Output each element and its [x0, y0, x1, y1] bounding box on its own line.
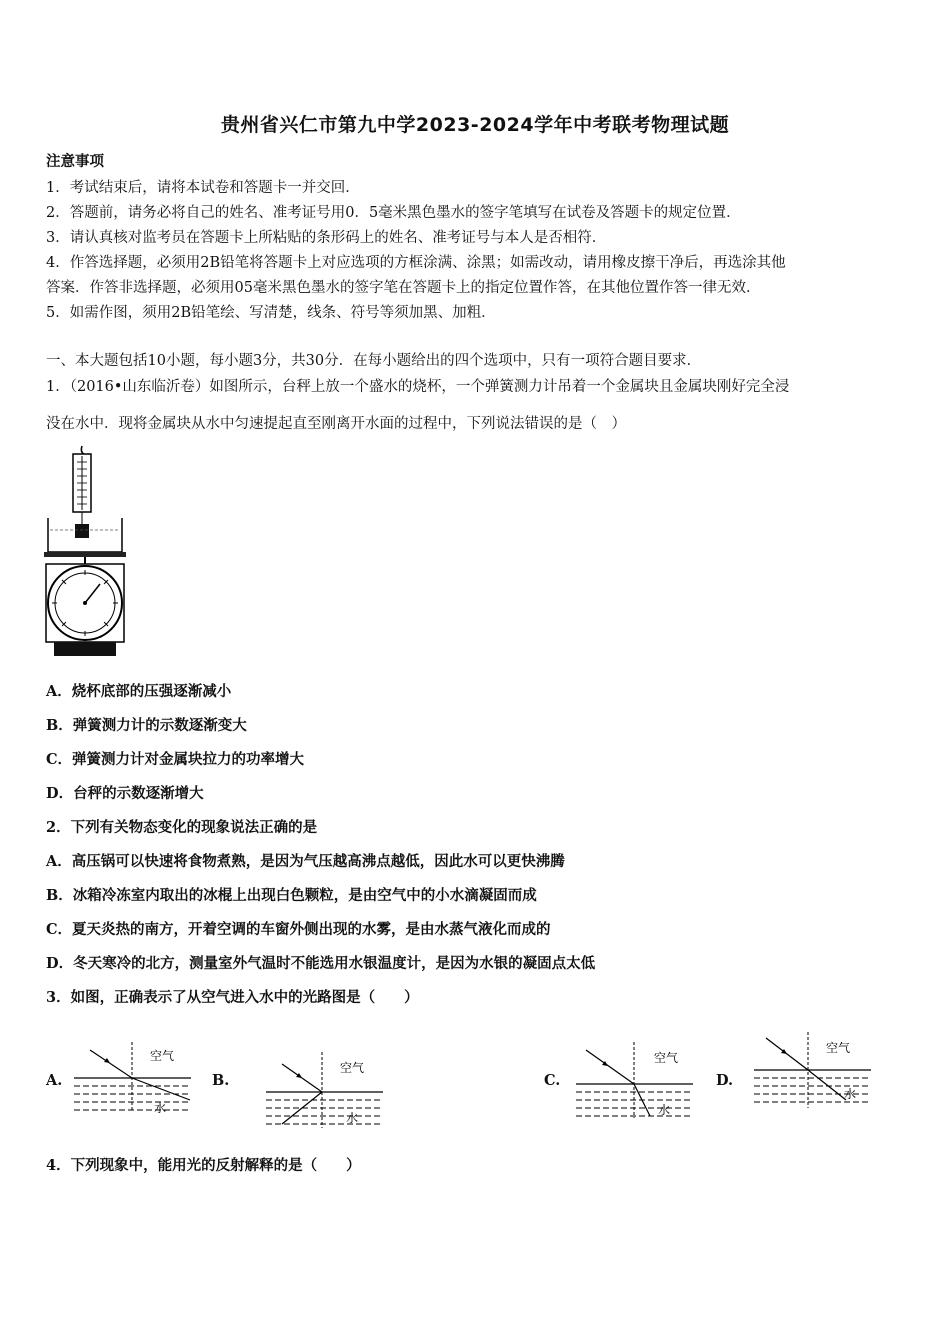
- notice-item: 5．如需作图，须用2B铅笔绘、写清楚，线条、符号等须加黑、加粗．: [46, 305, 496, 321]
- q3-label-d: D.: [716, 1072, 734, 1089]
- notice-item: 答案．作答非选择题，必须用05毫米黑色墨水的签字笔在答题卡上的指定位置作答，在其他位置作答一律无效．: [46, 280, 761, 296]
- q3-diagram-b: [262, 1050, 387, 1130]
- q3-air-label: 空气: [340, 1061, 365, 1075]
- q3-diagram-c: [572, 1040, 697, 1120]
- q1-stem-line1: 1．（2016•山东临沂卷）如图所示，台秤上放一个盛水的烧杯，一个弹簧测力计吊着一个金属块且金属块刚好完全浸: [46, 379, 790, 395]
- q4-stem: 4．下列现象中，能用光的反射解释的是（ ）: [46, 1157, 361, 1174]
- notice-item: 3．请认真核对监考员在答题卡上所粘贴的条形码上的姓名、准考证号与本人是否相符．: [46, 230, 607, 246]
- notice-item: 2．答题前，请务必将自己的姓名、准考证号用0．5毫米黑色墨水的签字笔填写在试卷及答题卡的规定位置．: [46, 205, 741, 221]
- q2-option-a: A．高压锅可以快速将食物煮熟，是因为气压越高沸点越低，因此水可以更快沸腾: [46, 853, 565, 870]
- q3-diagram-d: [750, 1030, 875, 1110]
- notice-heading: 注意事项: [46, 153, 104, 170]
- q3-water-label: 水: [346, 1111, 359, 1125]
- page-title: 贵州省兴仁市第九中学2023-2024学年中考联考物理试题: [220, 114, 730, 136]
- q3-diagram-a: [70, 1040, 195, 1115]
- q2-option-c: C．夏天炎热的南方，开着空调的车窗外侧出现的水雾，是由水蒸气液化而成的: [46, 921, 551, 938]
- q1-option-a: A．烧杯底部的压强逐渐减小: [46, 683, 232, 700]
- notice-item: 4．作答选择题，必须用2B铅笔将答题卡上对应选项的方框涂满、涂黑；如需改动，请用橡皮擦干净后，再选涂其他: [46, 255, 786, 271]
- q1-option-c: C．弹簧测力计对金属块拉力的功率增大: [46, 751, 305, 768]
- q2-option-b: B．冰箱冷冻室内取出的冰棍上出现白色颗粒，是由空气中的小水滴凝固而成: [46, 887, 537, 904]
- q2-option-d: D．冬天寒冷的北方，测量室外气温时不能选用水银温度计，是因为水银的凝固点太低: [46, 955, 596, 972]
- q3-label-b: B.: [212, 1072, 230, 1089]
- q1-figure-scale: [40, 444, 140, 659]
- q3-air-label: 空气: [654, 1051, 679, 1065]
- q3-air-label: 空气: [826, 1041, 851, 1055]
- q3-water-label: 水: [658, 1103, 671, 1117]
- q1-stem-line2: 没在水中．现将金属块从水中匀速提起直至刚离开水面的过程中，下列说法错误的是（ ）: [46, 416, 626, 432]
- notice-item: 1．考试结束后，请将本试卷和答题卡一并交回．: [46, 180, 360, 196]
- q3-water-label: 水: [154, 1101, 167, 1115]
- q3-air-label: 空气: [150, 1049, 175, 1063]
- q3-label-c: C.: [544, 1072, 561, 1089]
- q3-stem: 3．如图，正确表示了从空气进入水中的光路图是（ ）: [46, 989, 419, 1006]
- q3-water-label: 水: [844, 1087, 857, 1101]
- q3-label-a: A.: [46, 1072, 63, 1089]
- q2-stem: 2．下列有关物态变化的现象说法正确的是: [46, 819, 318, 836]
- section-heading: 一、本大题包括10小题，每小题3分，共30分．在每小题给出的四个选项中，只有一项符合题目要求．: [46, 353, 702, 369]
- q1-option-b: B．弹簧测力计的示数逐渐变大: [46, 717, 247, 734]
- q1-option-d: D．台秤的示数逐渐增大: [46, 785, 204, 802]
